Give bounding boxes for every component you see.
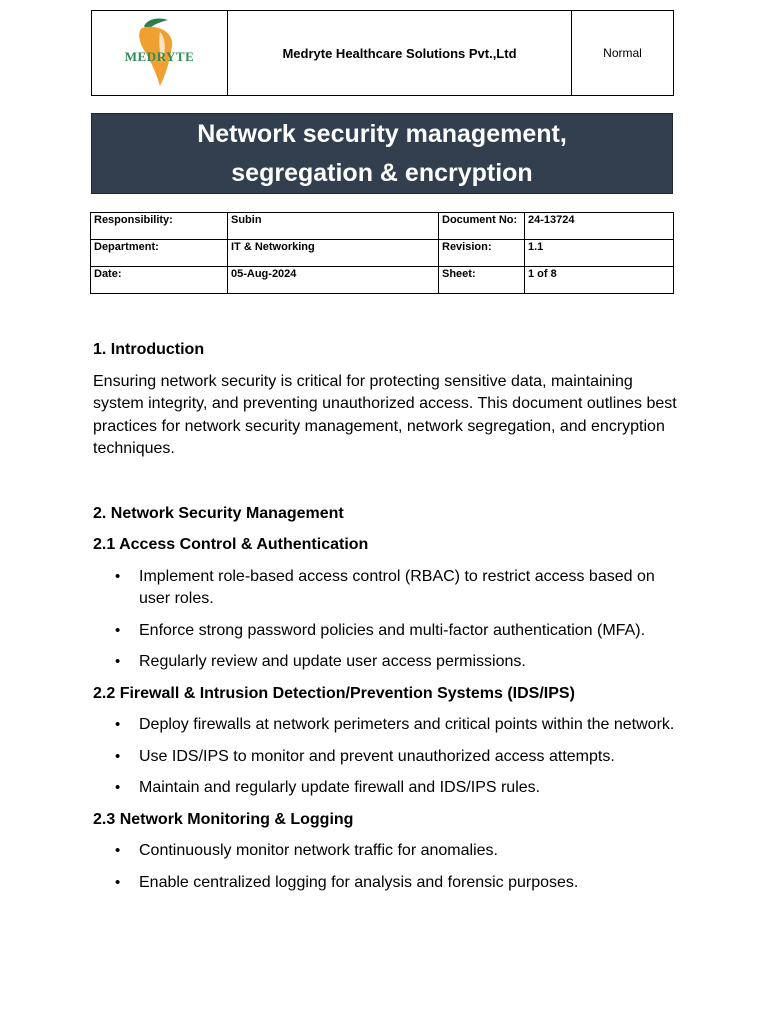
meta-label: Department: [91,240,228,267]
list-item: • Enable centralized logging for analysis and forensic purposes. [93,872,678,895]
meta-value: IT & Networking [228,240,439,267]
document-body [93,339,678,903]
section-heading-introduction: 1. Introduction [93,341,205,358]
subsection-heading-monitoring: 2.3 Network Monitoring & Logging [93,810,354,828]
meta-row-date [91,267,674,294]
document-header [91,10,674,96]
list-item: • Maintain and regularly update firewall and IDS/IPS rules. [93,777,678,800]
meta-label: Date: [91,267,228,294]
subsection-heading-firewall: 2.2 Firewall & Intrusion Detection/Prevention Systems (IDS/IPS) [93,684,575,702]
company-name: Medryte Healthcare Solutions Pvt.,Ltd [228,11,572,96]
logo-cell [92,11,228,96]
document-title-line-1: Network security management, [197,119,567,148]
meta-value: 1.1 [525,240,674,267]
firewall-list [93,714,678,800]
introduction-paragraph: Ensuring network security is critical for protecting sensitive data, maintaining system integrity, and preventing unauthorized access. This document outlines best practices for network security management, network segregation, and encryption techniques. [93,372,677,457]
meta-label: Document No: [439,213,525,240]
meta-row-department [91,240,674,267]
meta-label: Responsibility: [91,213,228,240]
logo-text: MEDRYTE [124,48,195,64]
list-item: • Deploy firewalls at network perimeters and critical points within the network. [93,714,678,737]
company-logo [120,16,200,86]
section-heading-network-security: 2. Network Security Management [93,504,344,522]
access-control-list [93,566,678,674]
meta-value: 24-13724 [525,213,674,240]
section-spacer [93,471,678,503]
list-item: • Regularly review and update user access permissions. [93,651,678,674]
monitoring-list [93,840,678,894]
meta-value: 05-Aug-2024 [228,267,439,294]
list-item: • Enforce strong password policies and multi-factor authentication (MFA). [93,620,678,643]
list-item: • Use IDS/IPS to monitor and prevent unauthorized access attempts. [93,746,678,769]
meta-label: Revision: [439,240,525,267]
meta-row-responsibility [91,213,674,240]
list-item: • Continuously monitor network traffic for anomalies. [93,840,678,863]
meta-label: Sheet: [439,267,525,294]
subsection-heading-access-control: 2.1 Access Control & Authentication [93,536,369,553]
list-item: • Implement role-based access control (RBAC) to restrict access based on user roles. [93,566,678,611]
document-meta-table [90,212,674,294]
meta-value: 1 of 8 [525,267,674,294]
document-title-banner [91,113,673,194]
meta-value: Subin [228,213,439,240]
classification-label: Normal [572,11,674,96]
document-title-line-2: segregation & encryption [231,158,533,187]
